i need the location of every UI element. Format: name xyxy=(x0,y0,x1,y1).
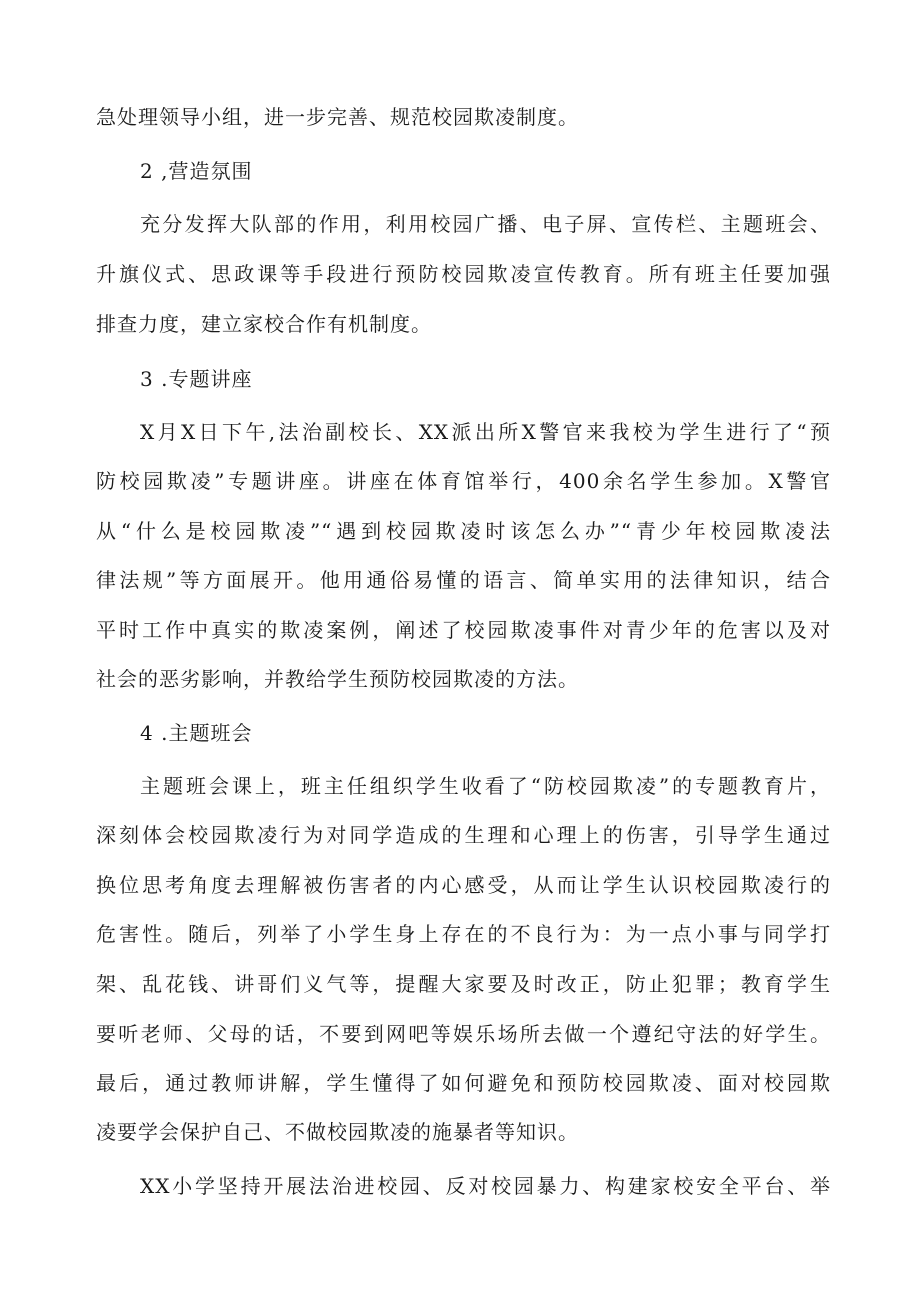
paragraph-line: 急处理领导小组，进一步完善、规范校园欺凌制度。 xyxy=(96,105,579,129)
section-heading-2: 2 ,营造氛围 xyxy=(140,159,253,183)
paragraph-line: 危害性。随后，列举了小学生身上存在的不良行为：为一点小事与同学打 xyxy=(96,922,831,946)
paragraph-line: 律法规”等方面展开。他用通俗易懂的语言、简单实用的法律知识，结合 xyxy=(96,568,831,592)
paragraph-line: 平时工作中真实的欺凌案例，阐述了校园欺凌事件对青少年的危害以及对 xyxy=(96,618,831,642)
paragraph-line: 升旗仪式、思政课等手段进行预防校园欺凌宣传教育。所有班主任要加强 xyxy=(96,262,831,286)
paragraph-line: 社会的恶劣影响，并教给学生预防校园欺凌的方法。 xyxy=(96,667,579,691)
paragraph-line: X月X日下午,法治副校长、XX派出所X警官来我校为学生进行了“预 xyxy=(140,420,831,444)
paragraph-line: 深刻体会校园欺凌行为对同学造成的生理和心理上的伤害，引导学生通过 xyxy=(96,823,831,847)
paragraph-line: 凌要学会保护自己、不做校园欺凌的施暴者等知识。 xyxy=(96,1120,579,1144)
paragraph-line: 换位思考角度去理解被伤害者的内心感受，从而让学生认识校园欺凌行的 xyxy=(96,873,831,897)
paragraph-line: 架、乱花钱、讲哥们义气等，提醒大家要及时改正，防止犯罪；教育学生 xyxy=(96,972,831,996)
paragraph-line: 从“什么是校园欺凌”“遇到校园欺凌时该怎么办”“青少年校园欺凌法 xyxy=(96,519,831,543)
paragraph-line: 排查力度，建立家校合作有机制度。 xyxy=(96,312,432,336)
paragraph-line: 防校园欺凌”专题讲座。讲座在体育馆举行，400余名学生参加。X警官 xyxy=(96,469,831,493)
paragraph-line: XX小学坚持开展法治进校园、反对校园暴力、构建家校安全平台、举 xyxy=(140,1174,831,1198)
section-heading-4: 4 .主题班会 xyxy=(140,721,253,745)
paragraph-line: 主题班会课上，班主任组织学生收看了“防校园欺凌”的专题教育片， xyxy=(140,774,831,798)
section-heading-3: 3 .专题讲座 xyxy=(140,367,253,391)
paragraph-line: 最后，通过教师讲解，学生懂得了如何避免和预防校园欺凌、面对校园欺 xyxy=(96,1071,831,1095)
paragraph-line: 充分发挥大队部的作用，利用校园广播、电子屏、宣传栏、主题班会、 xyxy=(140,212,831,236)
paragraph-line: 要听老师、父母的话，不要到网吧等娱乐场所去做一个遵纪守法的好学生。 xyxy=(96,1022,831,1046)
